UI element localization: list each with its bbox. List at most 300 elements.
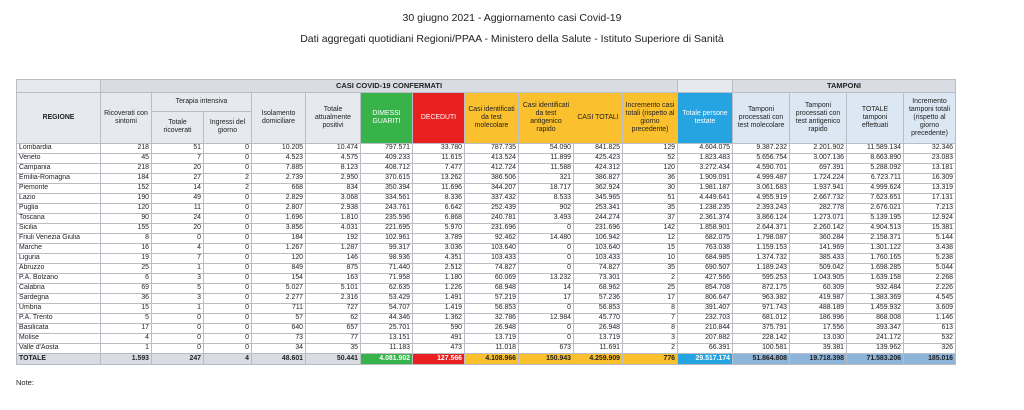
table-cell: 0 [152,324,204,334]
table-cell: 334.561 [361,194,413,204]
total-cell: 185.016 [904,354,956,365]
table-cell: 7 [152,254,204,264]
table-cell: 12 [623,234,678,244]
table-cell: 11.588 [519,164,574,174]
table-cell: 2 [204,184,252,194]
table-cell: 92.462 [465,234,519,244]
table-cell: 350.394 [361,184,413,194]
table-row [17,254,956,264]
table-cell: 4.449.641 [678,194,733,204]
table-cell: 14 [519,284,574,294]
table-cell: 1.374.732 [733,254,790,264]
table-cell: 77 [306,334,361,344]
table-cell: 69 [101,284,152,294]
table-cell: 345.965 [574,194,623,204]
table-cell: 12.984 [519,314,574,324]
table-cell: 74.827 [574,264,623,274]
table-cell: 1.639.158 [847,274,904,284]
table-cell: 2.393.243 [733,204,790,214]
table-cell: 103.433 [574,254,623,264]
table-cell: 337.432 [465,194,519,204]
table-cell: 5.238 [904,254,956,264]
region-name: Lazio [17,194,101,204]
table-cell: 2.268 [904,274,956,284]
total-cell: 1.593 [101,354,152,365]
col-isolamento: Isolamento domiciliare [252,93,306,144]
table-body [17,144,956,365]
table-cell: 8.533 [519,194,574,204]
table-cell: 30 [623,184,678,194]
table-cell: 425.423 [574,154,623,164]
col-tamp-mol: Tamponi processati con test molecolare [733,93,790,144]
table-cell: 681.012 [733,314,790,324]
table-cell: 146 [306,254,361,264]
total-cell: 29.517.174 [678,354,733,365]
table-cell: 509.042 [790,264,847,274]
table-cell: 963.382 [733,294,790,304]
table-cell: 971.743 [733,304,790,314]
table-cell: 120 [623,164,678,174]
region-name: Valle d'Aosta [17,344,101,354]
table-cell: 13.151 [361,334,413,344]
table-cell: 0 [204,274,252,284]
table-cell: 473 [413,344,465,354]
table-cell: 73 [252,334,306,344]
total-cell: 48.601 [252,354,306,365]
table-cell: 11.589.134 [847,144,904,154]
table-cell: 44.346 [361,314,413,324]
region-name: P.A. Bolzano [17,274,101,284]
region-name: Basilicata [17,324,101,334]
table-row [17,264,956,274]
table-cell: 2.512 [413,264,465,274]
region-name: Toscana [17,214,101,224]
table-cell: 727 [306,304,361,314]
table-row [17,144,956,154]
table-cell: 3.061.683 [733,184,790,194]
table-cell: 4.545 [904,294,956,304]
table-cell: 595.253 [733,274,790,284]
table-cell: 2.316 [306,294,361,304]
table-cell: 0 [204,264,252,274]
col-ti-ingressi: Ingressi del giorno [204,111,252,143]
table-cell: 0 [204,224,252,234]
table-cell: 5.027 [252,284,306,294]
table-cell: 0 [204,244,252,254]
table-row [17,204,956,214]
table-cell: 697.391 [790,164,847,174]
table-cell: 244.274 [574,214,623,224]
col-antigenico: Casi identificati da test antigenico rapido [519,93,574,144]
table-cell: 0 [519,254,574,264]
table-cell: 139.962 [847,344,904,354]
table-cell: 184 [252,234,306,244]
table-cell: 11.899 [519,154,574,164]
table-cell: 5.044 [904,264,956,274]
table-cell: 106.942 [574,234,623,244]
table-cell: 0 [152,234,204,244]
table-cell: 192 [306,234,361,244]
table-cell: 54.090 [519,144,574,154]
table-cell: 834 [306,184,361,194]
band-terapia-intensiva: Terapia intensiva [152,93,252,112]
table-cell: 2.739 [252,174,306,184]
table-cell: 11.696 [413,184,465,194]
table-cell: 2.226 [904,284,956,294]
table-cell: 120 [101,204,152,214]
table-cell: 3.866.124 [733,214,790,224]
table-cell: 673 [519,344,574,354]
table-cell: 2.667.732 [790,194,847,204]
table-cell: 51 [623,194,678,204]
table-cell: 1.273.071 [790,214,847,224]
table-cell: 711 [252,304,306,314]
table-cell: 35 [623,264,678,274]
table-cell: 0 [519,244,574,254]
total-cell: 50.441 [306,354,361,365]
table-cell: 419.987 [790,294,847,304]
table-cell: 1.810 [306,214,361,224]
col-incremento: Incremento casi totali (rispetto al giorno precedente) [623,93,678,144]
table-cell: 1.491 [413,294,465,304]
table-cell: 243.761 [361,204,413,214]
table-cell: 90 [101,214,152,224]
table-cell: 1.238.235 [678,204,733,214]
total-row [17,354,956,365]
table-cell: 3 [623,334,678,344]
table-cell: 797.571 [361,144,413,154]
table-cell: 1.909.091 [678,174,733,184]
table-row [17,234,956,244]
table-cell: 35 [306,344,361,354]
table-row [17,274,956,284]
table-cell: 7 [623,314,678,324]
table-cell: 1.301.122 [847,244,904,254]
table-cell: 344.207 [465,184,519,194]
table-cell: 24 [152,214,204,224]
table-cell: 370.615 [361,174,413,184]
table-cell: 0 [204,324,252,334]
total-cell: 776 [623,354,678,365]
table-cell: 10.474 [306,144,361,154]
table-cell: 56.853 [465,304,519,314]
total-cell: 4 [204,354,252,365]
table-cell: 0 [204,194,252,204]
table-cell: 1.362 [413,314,465,324]
table-cell: 0 [519,334,574,344]
table-cell: 0 [204,294,252,304]
table-cell: 875 [306,264,361,274]
table-cell: 57.219 [465,294,519,304]
table-row [17,184,956,194]
table-cell: 5.139.195 [847,214,904,224]
table-cell: 2.361.374 [678,214,733,224]
table-cell: 12.924 [904,214,956,224]
table-cell: 1.287 [306,244,361,254]
table-cell: 62.635 [361,284,413,294]
table-cell: 13.719 [465,334,519,344]
table-row [17,174,956,184]
table-cell: 386.827 [574,174,623,184]
table-cell: 1.146 [904,314,956,324]
table-cell: 2.938 [306,204,361,214]
table-cell: 2.277 [252,294,306,304]
table-cell: 98.936 [361,254,413,264]
table-cell: 103.640 [574,244,623,254]
total-cell: 4.259.909 [574,354,623,365]
report-title: 30 giugno 2021 - Aggiornamento casi Covid-19 [402,12,622,24]
table-cell: 3.272.434 [678,164,733,174]
table-cell: 787.735 [465,144,519,154]
col-tamp-incr: Incremento tamponi totali (rispetto al giorno precedente) [904,93,956,144]
table-cell: 0 [152,314,204,324]
region-name: Lombardia [17,144,101,154]
table-cell: 27 [152,174,204,184]
table-cell: 5 [101,314,152,324]
table-cell: 640 [252,324,306,334]
table-cell: 15.381 [904,224,956,234]
table-cell: 868.008 [847,314,904,324]
table-cell: 10.205 [252,144,306,154]
table-cell: 872.175 [733,284,790,294]
table-cell: 690.507 [678,264,733,274]
table-cell: 71.440 [361,264,413,274]
table-row [17,304,956,314]
table-cell: 0 [519,224,574,234]
table-cell: 1 [152,304,204,314]
table-cell: 4.575 [306,154,361,164]
table-cell: 14 [152,184,204,194]
table-cell: 103.640 [465,244,519,254]
band-gap [678,80,733,93]
table-cell: 73.301 [574,274,623,284]
table-cell: 142 [623,224,678,234]
table-cell: 34 [252,344,306,354]
table-cell: 57 [252,314,306,324]
table-cell: 8 [623,324,678,334]
table-cell: 2 [623,274,678,284]
table-cell: 412.724 [465,164,519,174]
table-cell: 1 [152,264,204,274]
table-cell: 2.260.142 [790,224,847,234]
col-molecolare: Casi identificati da test molecolare [465,93,519,144]
table-cell: 1.419 [413,304,465,314]
table-cell: 391.407 [678,304,733,314]
table-cell: 1.760.165 [847,254,904,264]
report-subtitle: Dati aggregati quotidiani Regioni/PPAA - Ministero della Salute - Istituto Superiore di Sanità [300,33,724,45]
band-casi: CASI COVID-19 CONFERMATI [101,80,678,93]
table-cell: 5.101 [306,284,361,294]
table-cell: 163 [306,274,361,284]
table-row [17,284,956,294]
table-cell: 4.904.513 [847,224,904,234]
table-cell: 207.882 [678,334,733,344]
table-cell: 1.226 [413,284,465,294]
table-cell: 100.581 [733,344,790,354]
table-cell: 9.387.232 [733,144,790,154]
table-cell: 6.642 [413,204,465,214]
table-cell: 1.937.941 [790,184,847,194]
table-cell: 3.856 [252,224,306,234]
table-cell: 39.381 [790,344,847,354]
table-cell: 385.433 [790,254,847,264]
table-cell: 3.789 [413,234,465,244]
table-cell: 25 [101,264,152,274]
table-cell: 7.623.651 [847,194,904,204]
covid-data-table [16,79,956,365]
table-cell: 141.969 [790,244,847,254]
table-cell: 4.999.624 [847,184,904,194]
region-name: Molise [17,334,101,344]
table-cell: 375.791 [733,324,790,334]
table-cell: 488.189 [790,304,847,314]
table-cell: 684.985 [678,254,733,264]
col-persone-testate: Totale persone testate [678,93,733,144]
table-row [17,244,956,254]
table-cell: 13.030 [790,334,847,344]
table-cell: 0 [152,334,204,344]
table-cell: 932.484 [847,284,904,294]
table-cell: 25 [623,284,678,294]
table-cell: 2.950 [306,174,361,184]
table-cell: 3.068 [306,194,361,204]
table-cell: 32.786 [465,314,519,324]
table-cell: 0 [204,254,252,264]
table-cell: 5.288.092 [847,164,904,174]
table-cell: 68.948 [465,284,519,294]
region-name: Veneto [17,154,101,164]
table-cell: 228.142 [733,334,790,344]
table-row [17,214,956,224]
table-cell: 33.780 [413,144,465,154]
region-name: Friuli Venezia Giulia [17,234,101,244]
table-cell: 1.858.901 [678,224,733,234]
table-cell: 1.698.285 [847,264,904,274]
table-cell: 51 [152,144,204,154]
table-cell: 74.827 [465,264,519,274]
table-cell: 17 [519,294,574,304]
region-name: Puglia [17,204,101,214]
table-cell: 23.083 [904,154,956,164]
table-cell: 0 [204,334,252,344]
total-label: TOTALE [17,354,101,365]
table-cell: 657 [306,324,361,334]
total-cell: 4.081.902 [361,354,413,365]
region-name: Marche [17,244,101,254]
table-cell: 152 [101,184,152,194]
table-cell: 26.948 [574,324,623,334]
table-cell: 362.924 [574,184,623,194]
table-cell: 849 [252,264,306,274]
region-name: Liguria [17,254,101,264]
table-cell: 3 [152,294,204,304]
col-ti-totale: Totale ricoverati [152,111,204,143]
table-cell: 36 [623,174,678,184]
col-ric-sintomi: Ricoverati con sintomi [101,93,152,144]
table-cell: 35 [623,204,678,214]
table-row [17,224,956,234]
col-dimessi: DIMESSI GUARITI [361,93,413,144]
table-cell: 854.708 [678,284,733,294]
table-cell: 806.647 [678,294,733,304]
table-cell: 20 [152,164,204,174]
total-cell: 247 [152,354,204,365]
table-cell: 0 [519,324,574,334]
table-cell: 0 [204,234,252,244]
table-row [17,344,956,354]
table-cell: 26.948 [465,324,519,334]
table-cell: 4.031 [306,224,361,234]
table-cell: 4.604.075 [678,144,733,154]
table-cell: 2.644.371 [733,224,790,234]
table-cell: 0 [204,164,252,174]
table-cell: 5.656.754 [733,154,790,164]
table-cell: 253.341 [574,204,623,214]
table-cell: 8 [623,304,678,314]
table-cell: 3 [152,274,204,284]
table-cell: 32.346 [904,144,956,154]
table-cell: 7.213 [904,204,956,214]
region-name: Emilia-Romagna [17,174,101,184]
table-cell: 0 [204,204,252,214]
region-name: Sardegna [17,294,101,304]
table-cell: 3.007.136 [790,154,847,164]
table-cell: 0 [204,214,252,224]
table-cell: 240.781 [465,214,519,224]
table-cell: 17 [101,324,152,334]
table-row [17,164,956,174]
table-cell: 424.312 [574,164,623,174]
table-cell: 2.676.021 [847,204,904,214]
table-cell: 5.970 [413,224,465,234]
table-cell: 190 [101,194,152,204]
table-cell: 3.493 [519,214,574,224]
table-cell: 1.798.087 [733,234,790,244]
table-cell: 2.201.902 [790,144,847,154]
table-cell: 1.189.243 [733,264,790,274]
table-cell: 6.723.711 [847,174,904,184]
table-cell: 54.707 [361,304,413,314]
table-cell: 4.999.487 [733,174,790,184]
table-cell: 13.319 [904,184,956,194]
col-casi-totali: CASI TOTALI [574,93,623,144]
table-cell: 8.663.890 [847,154,904,164]
table-cell: 682.075 [678,234,733,244]
region-name: Campania [17,164,101,174]
table-cell: 4.523 [252,154,306,164]
table-cell: 8.336 [413,194,465,204]
table-cell: 11 [152,204,204,214]
table-cell: 4.955.919 [733,194,790,204]
table-cell: 17.131 [904,194,956,204]
table-row [17,324,956,334]
total-cell: 127.566 [413,354,465,365]
table-cell: 0 [204,144,252,154]
table-cell: 4.351 [413,254,465,264]
table-row [17,154,956,164]
table-cell: 393.347 [847,324,904,334]
table-cell: 231.696 [465,224,519,234]
col-positivi: Totale attualmente positivi [306,93,361,144]
region-name: Sicilia [17,224,101,234]
table-cell: 210.844 [678,324,733,334]
table-cell: 3.036 [413,244,465,254]
table-cell: 2.807 [252,204,306,214]
table-cell: 6 [101,274,152,284]
table-cell: 155 [101,224,152,234]
table-cell: 62 [306,314,361,324]
table-cell: 11.691 [574,344,623,354]
